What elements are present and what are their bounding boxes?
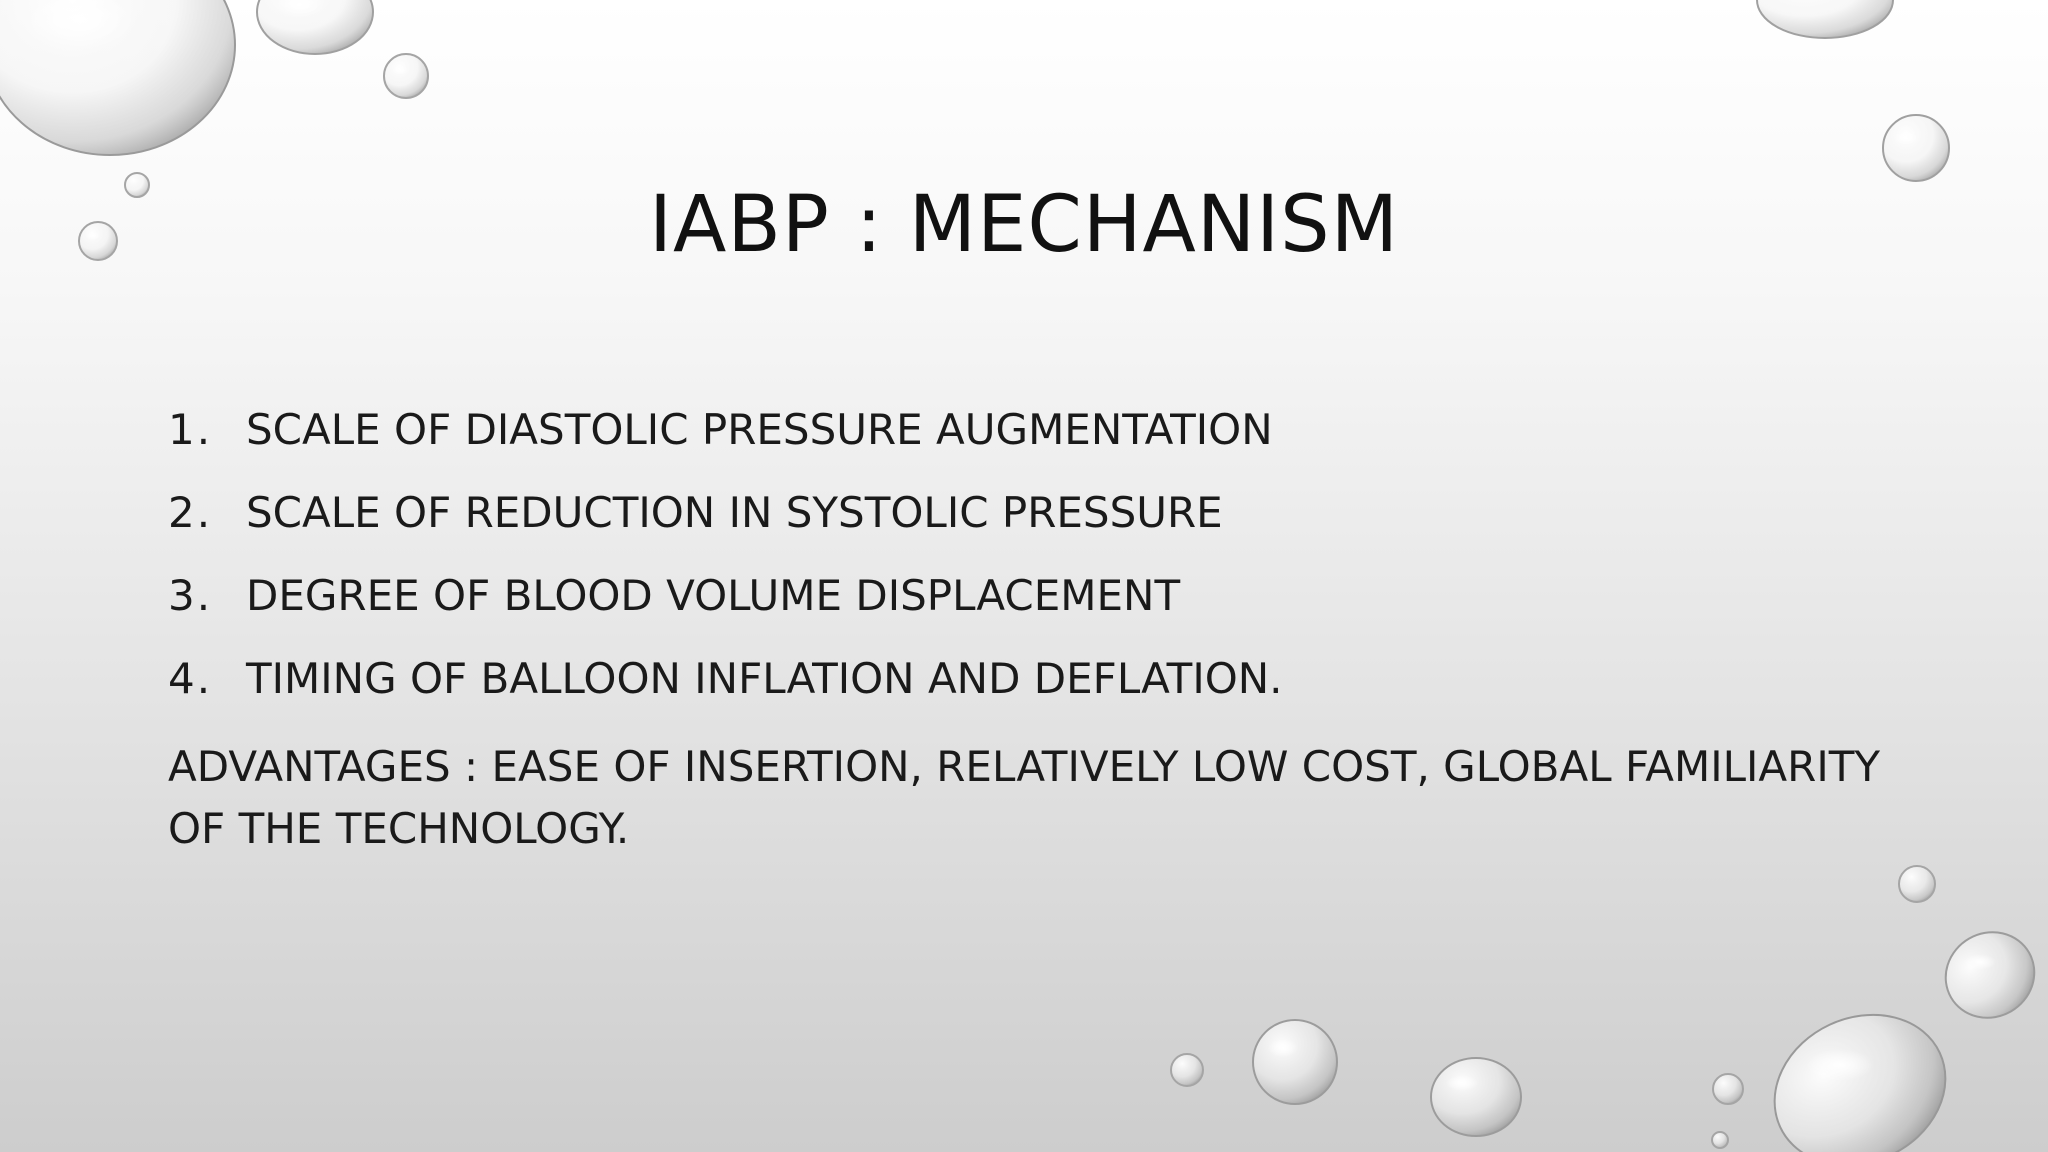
water-drop [1171,1054,1203,1086]
list-item [168,654,1283,737]
list-item [168,405,1283,488]
list-item-number: 1. [168,405,213,454]
water-drop [1757,0,1893,38]
water-drop [1883,115,1949,181]
water-drop [1431,1058,1521,1136]
list-item [168,488,1283,571]
water-drop [1899,866,1935,902]
water-drop [1253,1020,1337,1104]
advantages-text: ADVANTAGES : EASE OF INSERTION, RELATIVELY LOW COST, GLOBAL FAMILIARITY OF THE TECHNOLOGY. [168,742,1881,853]
list-item-number: 2. [168,488,213,537]
water-drop [1750,988,1970,1152]
water-drop [1930,916,2048,1034]
list-item-number: 4. [168,654,213,703]
list-item-text: SCALE OF DIASTOLIC PRESSURE AUGMENTATION [246,405,1273,454]
list-item [168,571,1283,654]
water-drop [0,0,235,155]
slide-title: IABP : MECHANISM [649,180,1399,270]
water-drop [1713,1074,1743,1104]
list-item-text: DEGREE OF BLOOD VOLUME DISPLACEMENT [246,571,1181,620]
list-item-text: TIMING OF BALLOON INFLATION AND DEFLATION. [246,654,1283,703]
list-item-text: SCALE OF REDUCTION IN SYSTOLIC PRESSURE [246,488,1223,537]
water-drop [384,54,428,98]
mechanism-list [168,405,1283,737]
water-drop [257,0,373,54]
water-drop [1712,1132,1728,1148]
list-item-number: 3. [168,571,213,620]
